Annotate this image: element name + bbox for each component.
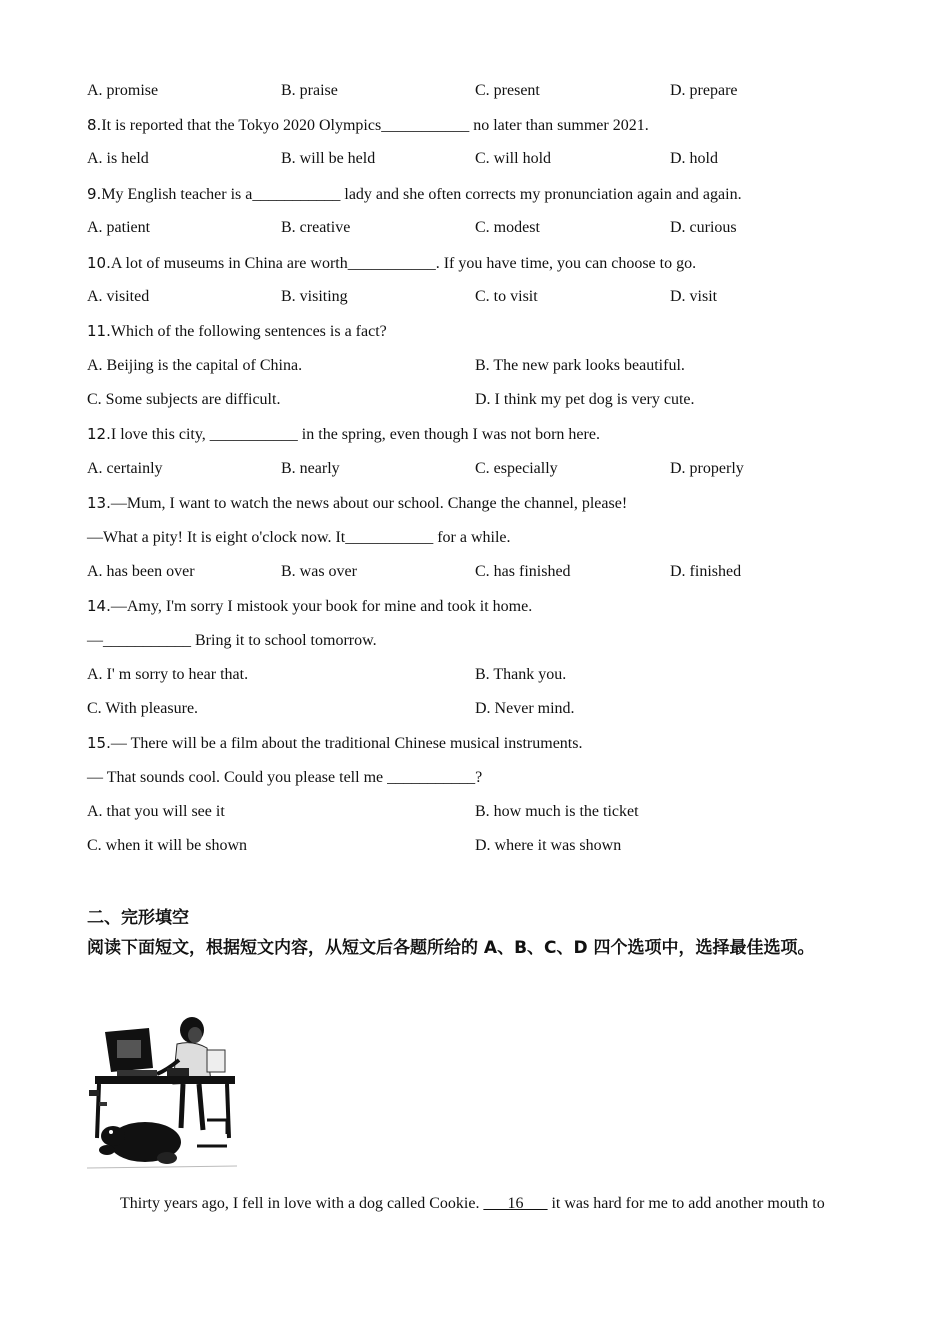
q12-option-d[interactable]: D. properly [670, 460, 744, 477]
q14-option-d[interactable]: D. Never mind. [475, 700, 575, 717]
q12-text: I love this city, ___________ in the spring, even though I was not born here. [110, 426, 600, 443]
q10-option-c[interactable]: C. to visit [475, 288, 538, 305]
q8-option-b[interactable]: B. will be held [281, 150, 376, 167]
q8-stem [87, 115, 649, 136]
q12-option-a[interactable]: A. certainly [87, 460, 163, 477]
q11-option-b[interactable]: B. The new park looks beautiful. [475, 357, 685, 374]
q15-text: — There will be a film about the traditional Chinese musical instruments. [110, 735, 583, 752]
q9-stem [87, 184, 742, 205]
q14-option-a[interactable]: A. I' m sorry to hear that. [87, 666, 249, 683]
q15-number: 15. [87, 734, 111, 752]
q11-stem [87, 321, 387, 342]
q14-option-c[interactable]: C. With pleasure. [87, 700, 199, 717]
q10-option-a[interactable]: A. visited [87, 288, 150, 305]
q15-options-row2 [87, 836, 867, 856]
q12-option-c[interactable]: C. especially [475, 460, 558, 477]
q11-text: Which of the following sentences is a fact? [110, 323, 387, 340]
q14-number: 14. [87, 597, 111, 615]
section-title-cloze: 二、完形填空 [87, 908, 189, 928]
passage-blank-16[interactable]: ___16___ [483, 1195, 548, 1212]
q13-number: 13. [87, 494, 111, 512]
q8-option-d[interactable]: D. hold [670, 150, 718, 167]
q11-option-a[interactable]: A. Beijing is the capital of China. [87, 357, 303, 374]
q8-number: 8. [87, 116, 102, 134]
q8-options [87, 149, 867, 169]
q11-option-d[interactable]: D. I think my pet dog is very cute. [475, 391, 695, 408]
q15-option-c[interactable]: C. when it will be shown [87, 837, 247, 854]
q9-option-d[interactable]: D. curious [670, 219, 737, 236]
q12-number: 12. [87, 425, 111, 443]
q13-option-d[interactable]: D. finished [670, 563, 742, 580]
q11-option-c[interactable]: C. Some subjects are difficult. [87, 391, 281, 408]
q15-option-d[interactable]: D. where it was shown [475, 837, 622, 854]
q14-options-row2 [87, 699, 867, 719]
q9-option-c[interactable]: C. modest [475, 219, 540, 236]
q14-text: —Amy, I'm sorry I mistook your book for mine and took it home. [110, 598, 533, 615]
passage-text-rest: it was hard for me to add another mouth to [547, 1195, 825, 1212]
q15-stem [87, 733, 582, 754]
q13-option-c[interactable]: C. has finished [475, 563, 571, 580]
q14-line2: —___________ Bring it to school tomorrow. [87, 632, 377, 649]
q13-option-a[interactable]: A. has been over [87, 563, 195, 580]
q9-option-b[interactable]: B. creative [281, 219, 351, 236]
section-instruction: 阅读下面短文，根据短文内容，从短文后各题所给的 A、B、C、D 四个选项中，选择最佳选项。 [87, 938, 815, 958]
q10-number: 10. [87, 254, 111, 272]
q11-number: 11. [87, 322, 111, 340]
q11-options-row2 [87, 390, 867, 410]
q9-option-a[interactable]: A. patient [87, 219, 151, 236]
q7-option-c[interactable]: C. present [475, 82, 540, 99]
q11-options-row1 [87, 356, 867, 376]
q14-option-b[interactable]: B. Thank you. [475, 666, 567, 683]
q15-option-a[interactable]: A. that you will see it [87, 803, 225, 820]
q13-line2: —What a pity! It is eight o'clock now. It___________ for a while. [87, 529, 511, 546]
q9-text: My English teacher is a___________ lady and she often corrects my pronunciation again and again. [101, 186, 742, 203]
q7-options [87, 81, 867, 101]
q9-options [87, 218, 867, 238]
q10-option-d[interactable]: D. visit [670, 288, 718, 305]
q15-option-b[interactable]: B. how much is the ticket [475, 803, 639, 820]
q8-text: It is reported that the Tokyo 2020 Olympics___________ no later than summer 2021. [101, 117, 649, 134]
q12-stem [87, 424, 600, 445]
q8-option-c[interactable]: C. will hold [475, 150, 552, 167]
q12-option-b[interactable]: B. nearly [281, 460, 340, 477]
q13-stem [87, 493, 627, 514]
q13-options [87, 562, 867, 582]
q10-option-b[interactable]: B. visiting [281, 288, 348, 305]
q13-text: —Mum, I want to watch the news about our school. Change the channel, please! [110, 495, 628, 512]
q13-option-b[interactable]: B. was over [281, 563, 357, 580]
q9-number: 9. [87, 185, 102, 203]
q10-text: A lot of museums in China are worth___________. If you have time, you can choose to go. [110, 255, 697, 272]
q14-stem [87, 596, 532, 617]
q15-line2: — That sounds cool. Could you please tell me ___________? [87, 769, 483, 786]
q14-options-row1 [87, 665, 867, 685]
man-at-desk-illustration [87, 1010, 237, 1175]
q10-stem [87, 253, 696, 274]
q7-option-b[interactable]: B. praise [281, 82, 338, 99]
q7-option-d[interactable]: D. prepare [670, 82, 738, 99]
q10-options [87, 287, 867, 307]
q8-option-a[interactable]: A. is held [87, 150, 149, 167]
q7-option-a[interactable]: A. promise [87, 82, 159, 99]
passage-first-line [120, 1194, 825, 1214]
q12-options [87, 459, 867, 479]
q15-options-row1 [87, 802, 867, 822]
passage-text-start: Thirty years ago, I fell in love with a dog called Cookie. [120, 1195, 484, 1212]
